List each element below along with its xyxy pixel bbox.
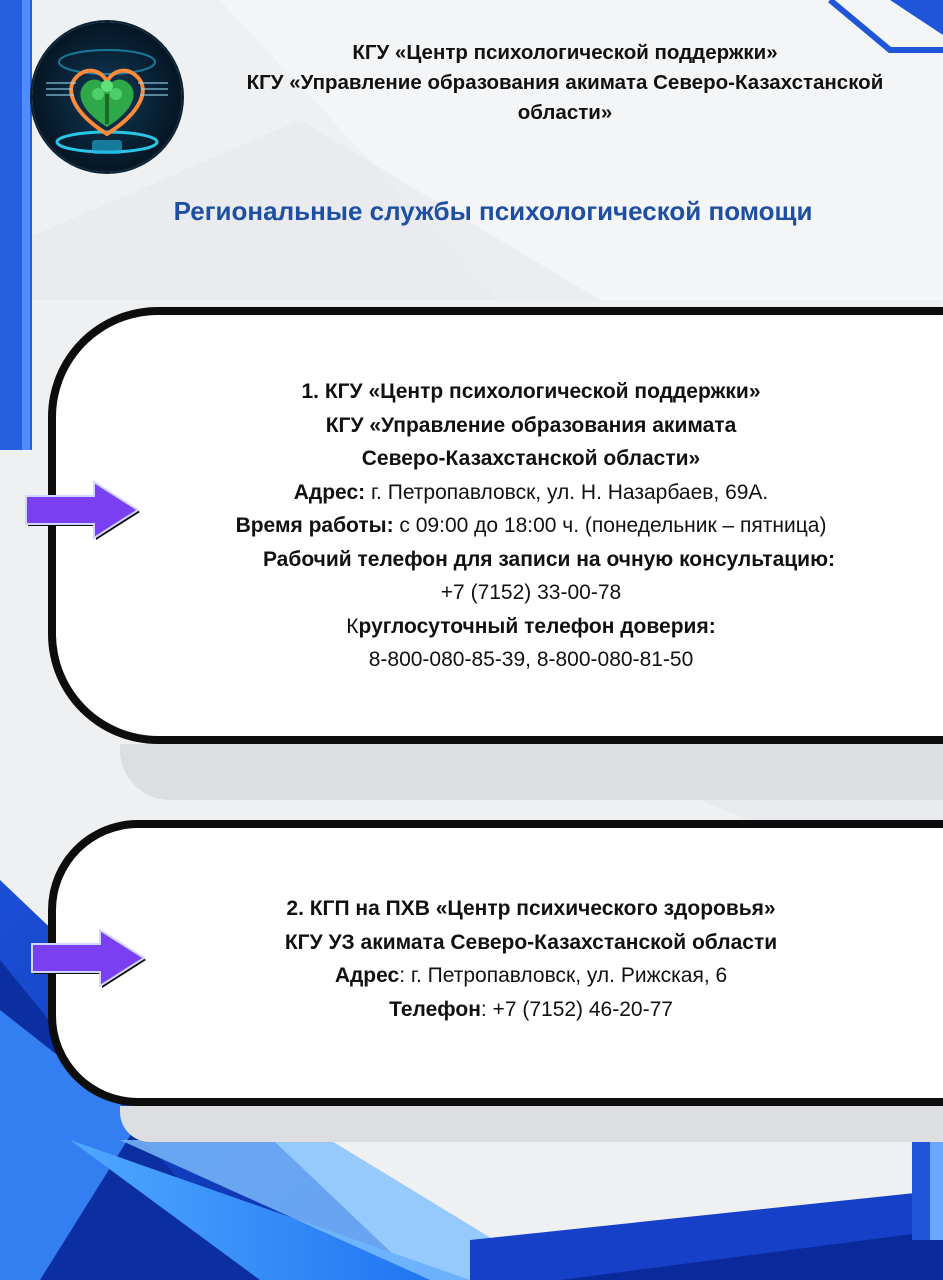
card-1-shadow bbox=[120, 744, 943, 800]
card-1-title-line-3: Северо-Казахстанской области» bbox=[361, 447, 701, 470]
card-1-address bbox=[156, 476, 906, 510]
card-2-phone-value: : +7 (7152) 46-20-77 bbox=[480, 997, 673, 1021]
card-1-address-value: г. Петропавловск, ул. Н. Назарбаев, 69А. bbox=[365, 480, 769, 504]
card-2-title-line-1: 2. КГП на ПХВ «Центр психического здоровья» bbox=[286, 897, 776, 920]
card-1-title-line-2: КГУ «Управление образования акимата bbox=[325, 413, 737, 437]
right-arrow-icon bbox=[28, 926, 148, 990]
heart-tree-logo-icon bbox=[32, 22, 182, 172]
card-1-work-phone-label: Рабочий телефон для записи на очную консультацию: bbox=[262, 547, 836, 571]
card-1-work-phone-value: +7 (7152) 33-00-78 bbox=[440, 581, 622, 604]
card-1-address-label: Адрес: bbox=[293, 480, 366, 504]
organization-logo bbox=[32, 22, 182, 172]
card-1-title-line-1: 1. КГУ «Центр психологической поддержки» bbox=[301, 380, 761, 403]
card-1-hours-value: с 09:00 до 18:00 ч. (понедельник – пятница) bbox=[393, 514, 827, 537]
card-1-hours bbox=[156, 509, 906, 543]
card-2-phone bbox=[156, 993, 906, 1027]
page-subtitle: Региональные службы психологической помощи bbox=[173, 196, 813, 226]
header-line-1: КГУ «Центр психологической поддержки» bbox=[352, 41, 778, 64]
card-1-hotline-label-prefix: К bbox=[346, 614, 359, 638]
header-line-3: области» bbox=[517, 101, 613, 124]
service-card-1-text bbox=[156, 375, 906, 677]
card-2-title-line-2: КГУ УЗ акимата Северо-Казахстанской области bbox=[284, 930, 778, 954]
right-arrow-icon bbox=[22, 478, 142, 542]
header bbox=[190, 38, 940, 128]
service-card-2-text bbox=[156, 892, 906, 1026]
card-1-hotline-value: 8-800-080-85-39, 8-800-080-81-50 bbox=[368, 648, 694, 671]
card-2-phone-label: Телефон bbox=[389, 997, 481, 1021]
card-2-shadow bbox=[120, 1106, 943, 1142]
card-1-hotline-label bbox=[156, 610, 906, 644]
card-1-hotline-label-text: руглосуточный телефон доверия: bbox=[358, 614, 716, 638]
card-2-address-value: : г. Петропавловск, ул. Рижская, 6 bbox=[399, 964, 728, 987]
card-2-address-label: Адрес bbox=[334, 964, 400, 987]
card-2-address bbox=[156, 959, 906, 993]
card-1-hours-label: Время работы: bbox=[235, 514, 394, 537]
service-card-1 bbox=[48, 307, 943, 744]
service-card-2 bbox=[48, 820, 943, 1106]
header-line-2: КГУ «Управление образования акимата Северо-Казахстанской bbox=[246, 71, 884, 94]
